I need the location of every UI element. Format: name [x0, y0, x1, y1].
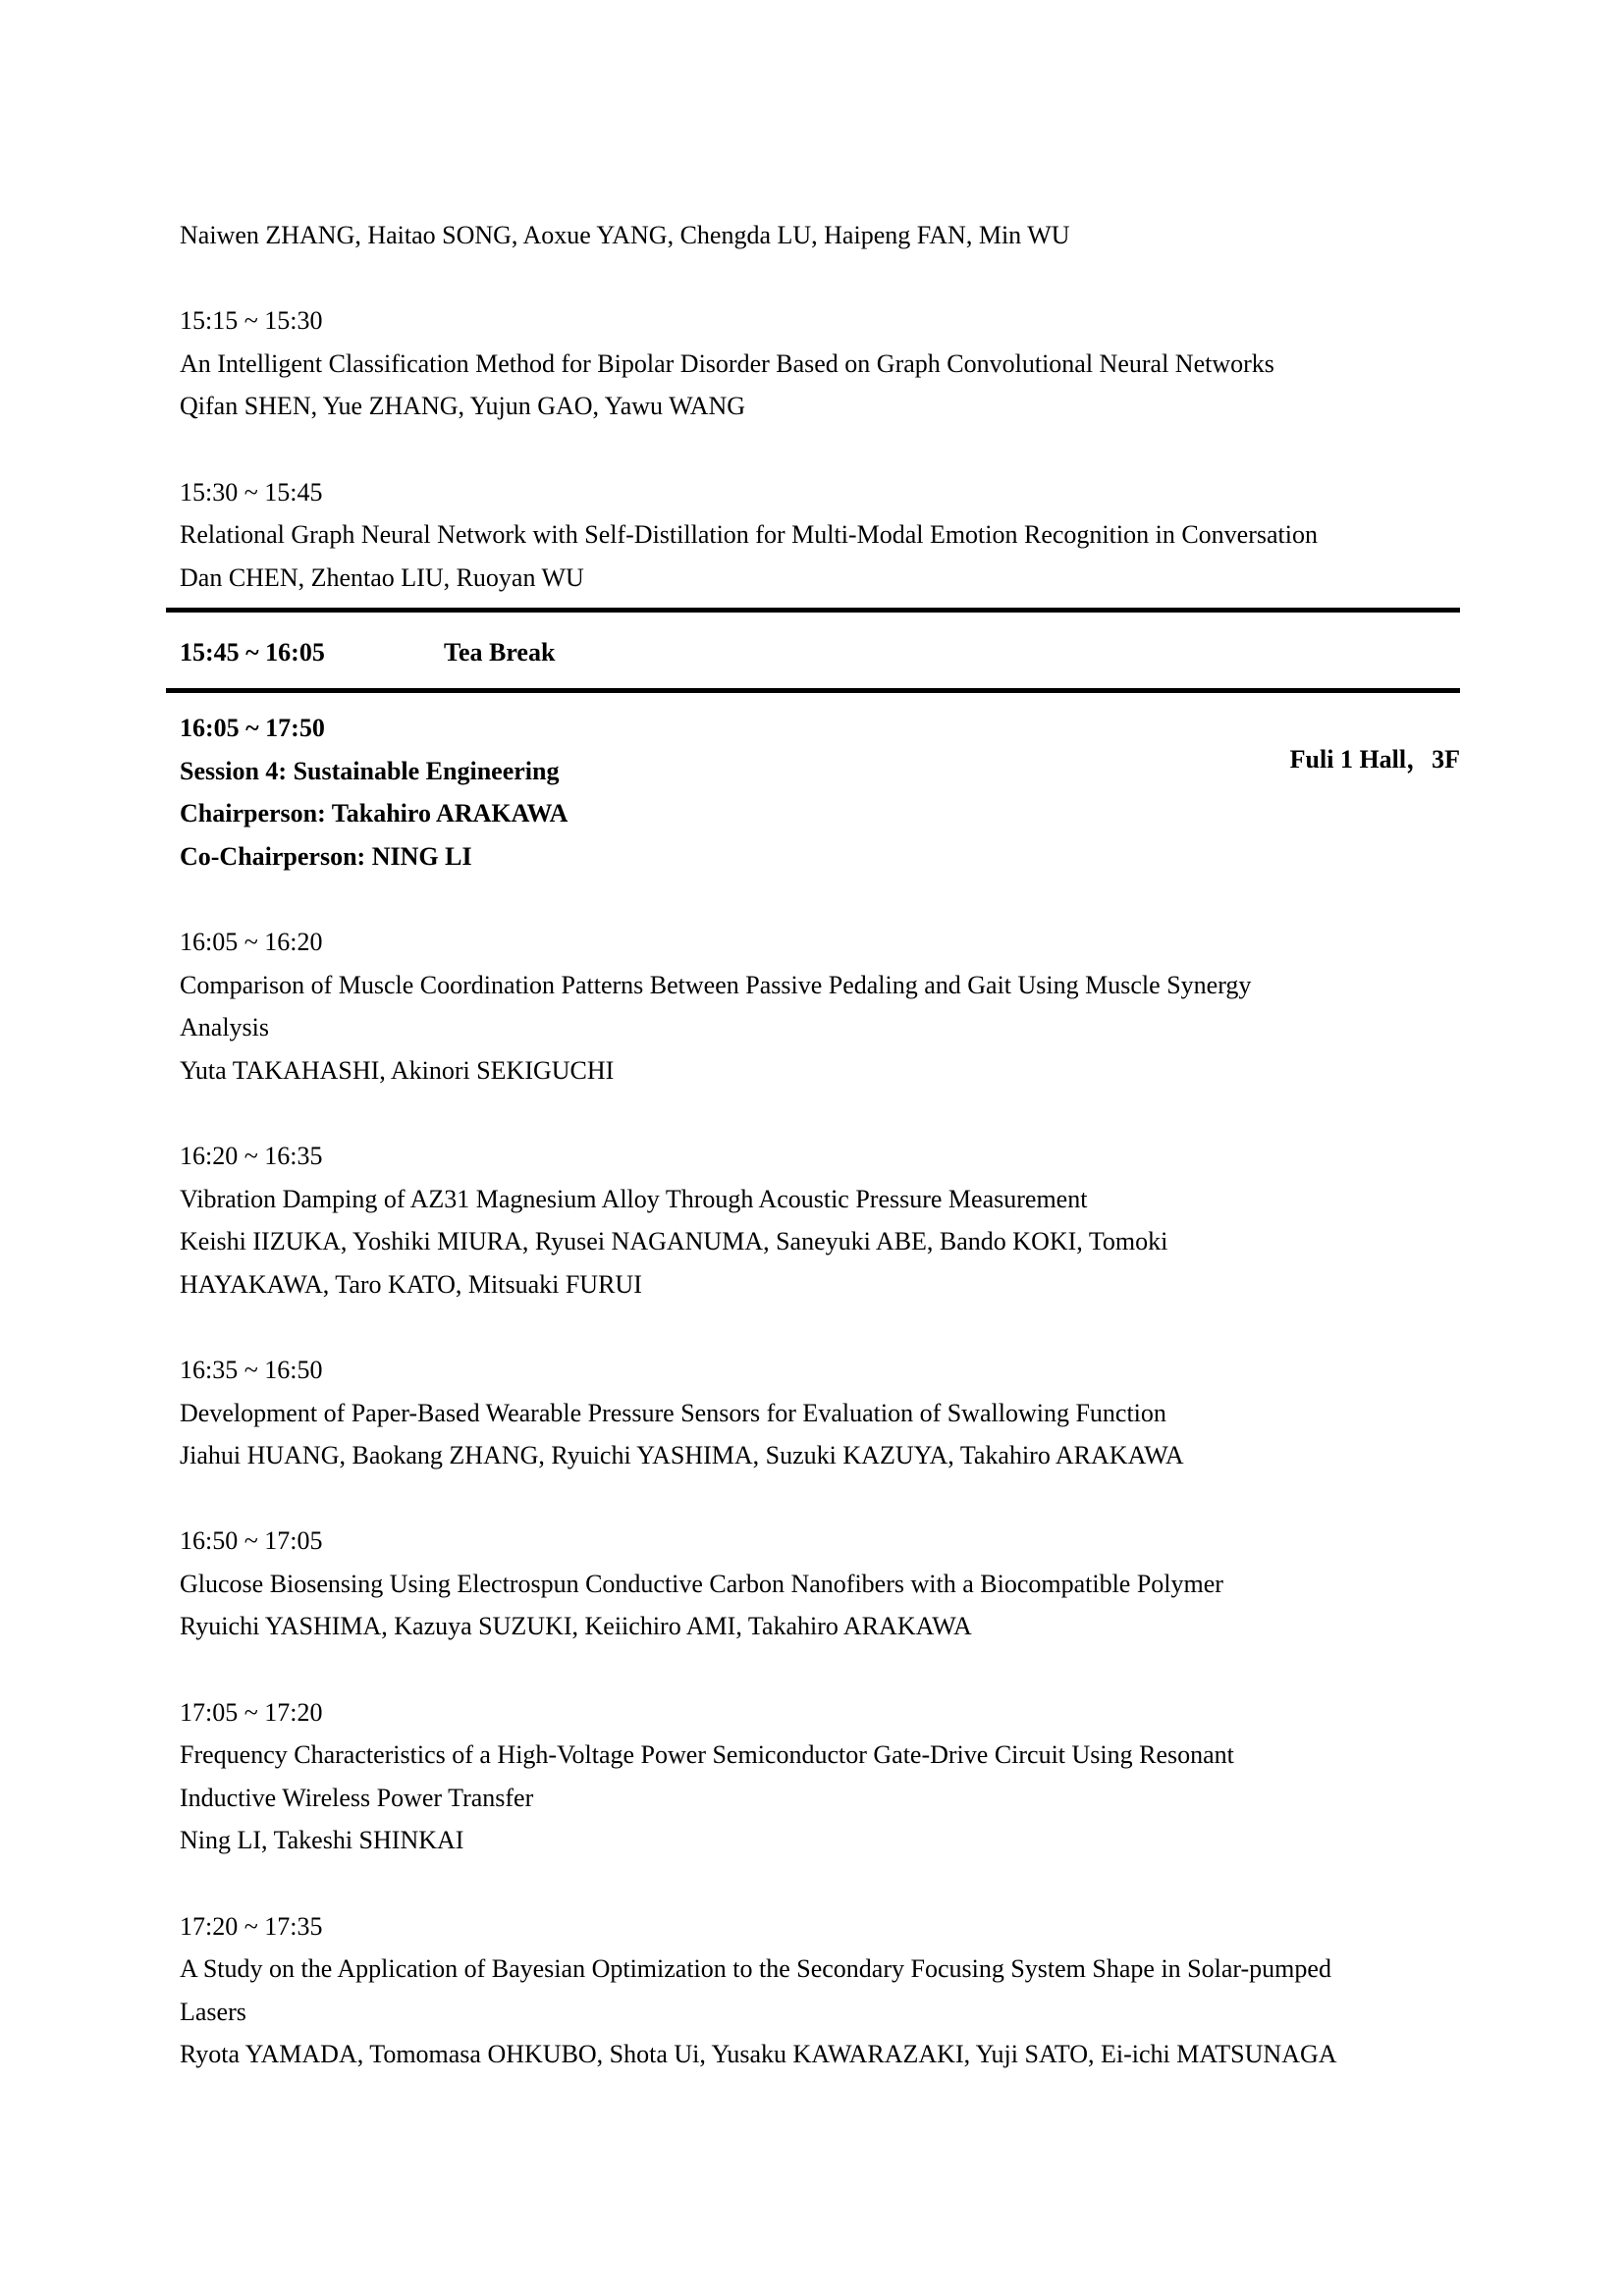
- paper-item: [180, 299, 1460, 428]
- spacer: [180, 428, 1460, 471]
- paper-authors: Keishi IIZUKA, Yoshiki MIURA, Ryusei NAGANUMA, Saneyuki ABE, Bando KOKI, Tomoki: [180, 1227, 1168, 1256]
- paper-item: [180, 471, 1460, 600]
- session-title: Session 4: Sustainable Engineering: [180, 756, 560, 785]
- paper-title: Relational Graph Neural Network with Self-Distillation for Multi-Modal Emotion Recognition in Conversation: [180, 520, 1318, 550]
- paper-item: [180, 1135, 1460, 1306]
- paper-title: A Study on the Application of Bayesian Optimization to the Secondary Focusing System Shape in Solar-pumped: [180, 1954, 1331, 1984]
- paper-time: 17:05 ~ 17:20: [180, 1697, 323, 1727]
- paper-authors: Jiahui HUANG, Baokang ZHANG, Ryuichi YASHIMA, Suzuki KAZUYA, Takahiro ARAKAWA: [180, 1441, 1184, 1470]
- paper-time: 15:15 ~ 15:30: [180, 306, 323, 336]
- session-chairperson: Chairperson: Takahiro ARAKAWA: [180, 799, 568, 828]
- paper-title: Frequency Characteristics of a High-Voltage Power Semiconductor Gate-Drive Circuit Using Resonant: [180, 1740, 1234, 1770]
- divider-rule: [166, 688, 1460, 693]
- paper-time: 16:35 ~ 16:50: [180, 1355, 323, 1384]
- paper-authors: Yuta TAKAHASHI, Akinori SEKIGUCHI: [180, 1055, 615, 1085]
- paper-time: 17:20 ~ 17:35: [180, 1911, 323, 1941]
- paper-item: [180, 1520, 1460, 1648]
- session-co-chairperson: Co-Chairperson: NING LI: [180, 841, 472, 871]
- paper-item: [180, 1349, 1460, 1477]
- paper-title: An Intelligent Classification Method for Bipolar Disorder Based on Graph Convolutional Neural Networks: [180, 348, 1274, 378]
- paper-title: Lasers: [180, 1997, 246, 2026]
- paper-item: [180, 1691, 1460, 1862]
- session-paper-list: [180, 878, 1460, 2076]
- paper-time: 16:50 ~ 17:05: [180, 1526, 323, 1556]
- paper-time: 16:05 ~ 16:20: [180, 927, 323, 956]
- spacer: [180, 1862, 1460, 1905]
- paper-authors: Qifan SHEN, Yue ZHANG, Yujun GAO, Yawu WANG: [180, 392, 746, 421]
- paper-authors: Ryuichi YASHIMA, Kazuya SUZUKI, Keiichiro AMI, Takahiro ARAKAWA: [180, 1612, 972, 1641]
- previous-session-papers: [180, 214, 1460, 599]
- tea-break-row: [180, 631, 555, 674]
- paper-authors: Ning LI, Takeshi SHINKAI: [180, 1826, 464, 1855]
- paper-title: Comparison of Muscle Coordination Patterns Between Passive Pedaling and Gait Using Muscle Synergy: [180, 970, 1252, 999]
- spacer: [180, 257, 1460, 300]
- spacer: [180, 1306, 1460, 1349]
- session-time: 16:05 ~ 17:50: [180, 714, 325, 742]
- paper-time: 15:30 ~ 15:45: [180, 477, 323, 507]
- paper-time: 16:20 ~ 16:35: [180, 1141, 323, 1170]
- paper-title: Vibration Damping of AZ31 Magnesium Alloy Through Acoustic Pressure Measurement: [180, 1184, 1088, 1213]
- spacer: [180, 878, 1460, 921]
- paper-item: [180, 1905, 1460, 2076]
- paper-item: [180, 214, 1460, 257]
- paper-item: [180, 921, 1460, 1092]
- spacer: [180, 1092, 1460, 1135]
- paper-title: Inductive Wireless Power Transfer: [180, 1783, 534, 1812]
- paper-authors: HAYAKAWA, Taro KATO, Mitsuaki FURUI: [180, 1269, 642, 1299]
- tea-break-label: Tea Break: [444, 638, 556, 667]
- spacer: [180, 1648, 1460, 1691]
- spacer: [180, 1477, 1460, 1521]
- paper-title: Glucose Biosensing Using Electrospun Conductive Carbon Nanofibers with a Biocompatible Polymer: [180, 1569, 1223, 1598]
- session-4: [180, 707, 1460, 2076]
- paper-title: Development of Paper-Based Wearable Pressure Sensors for Evaluation of Swallowing Function: [180, 1398, 1166, 1427]
- tea-break-time: 15:45 ~ 16:05: [180, 638, 325, 667]
- paper-authors: Naiwen ZHANG, Haitao SONG, Aoxue YANG, Chengda LU, Haipeng FAN, Min WU: [180, 221, 1070, 249]
- paper-title: Analysis: [180, 1013, 269, 1042]
- session-room: Fuli 1 Hall，3F: [1289, 745, 1460, 774]
- divider-rule: [166, 608, 1460, 613]
- paper-authors: Dan CHEN, Zhentao LIU, Ruoyan WU: [180, 562, 584, 592]
- paper-authors: Ryota YAMADA, Tomomasa OHKUBO, Shota Ui, Yusaku KAWARAZAKI, Yuji SATO, Ei-ichi MATSUNAGA: [180, 2040, 1337, 2069]
